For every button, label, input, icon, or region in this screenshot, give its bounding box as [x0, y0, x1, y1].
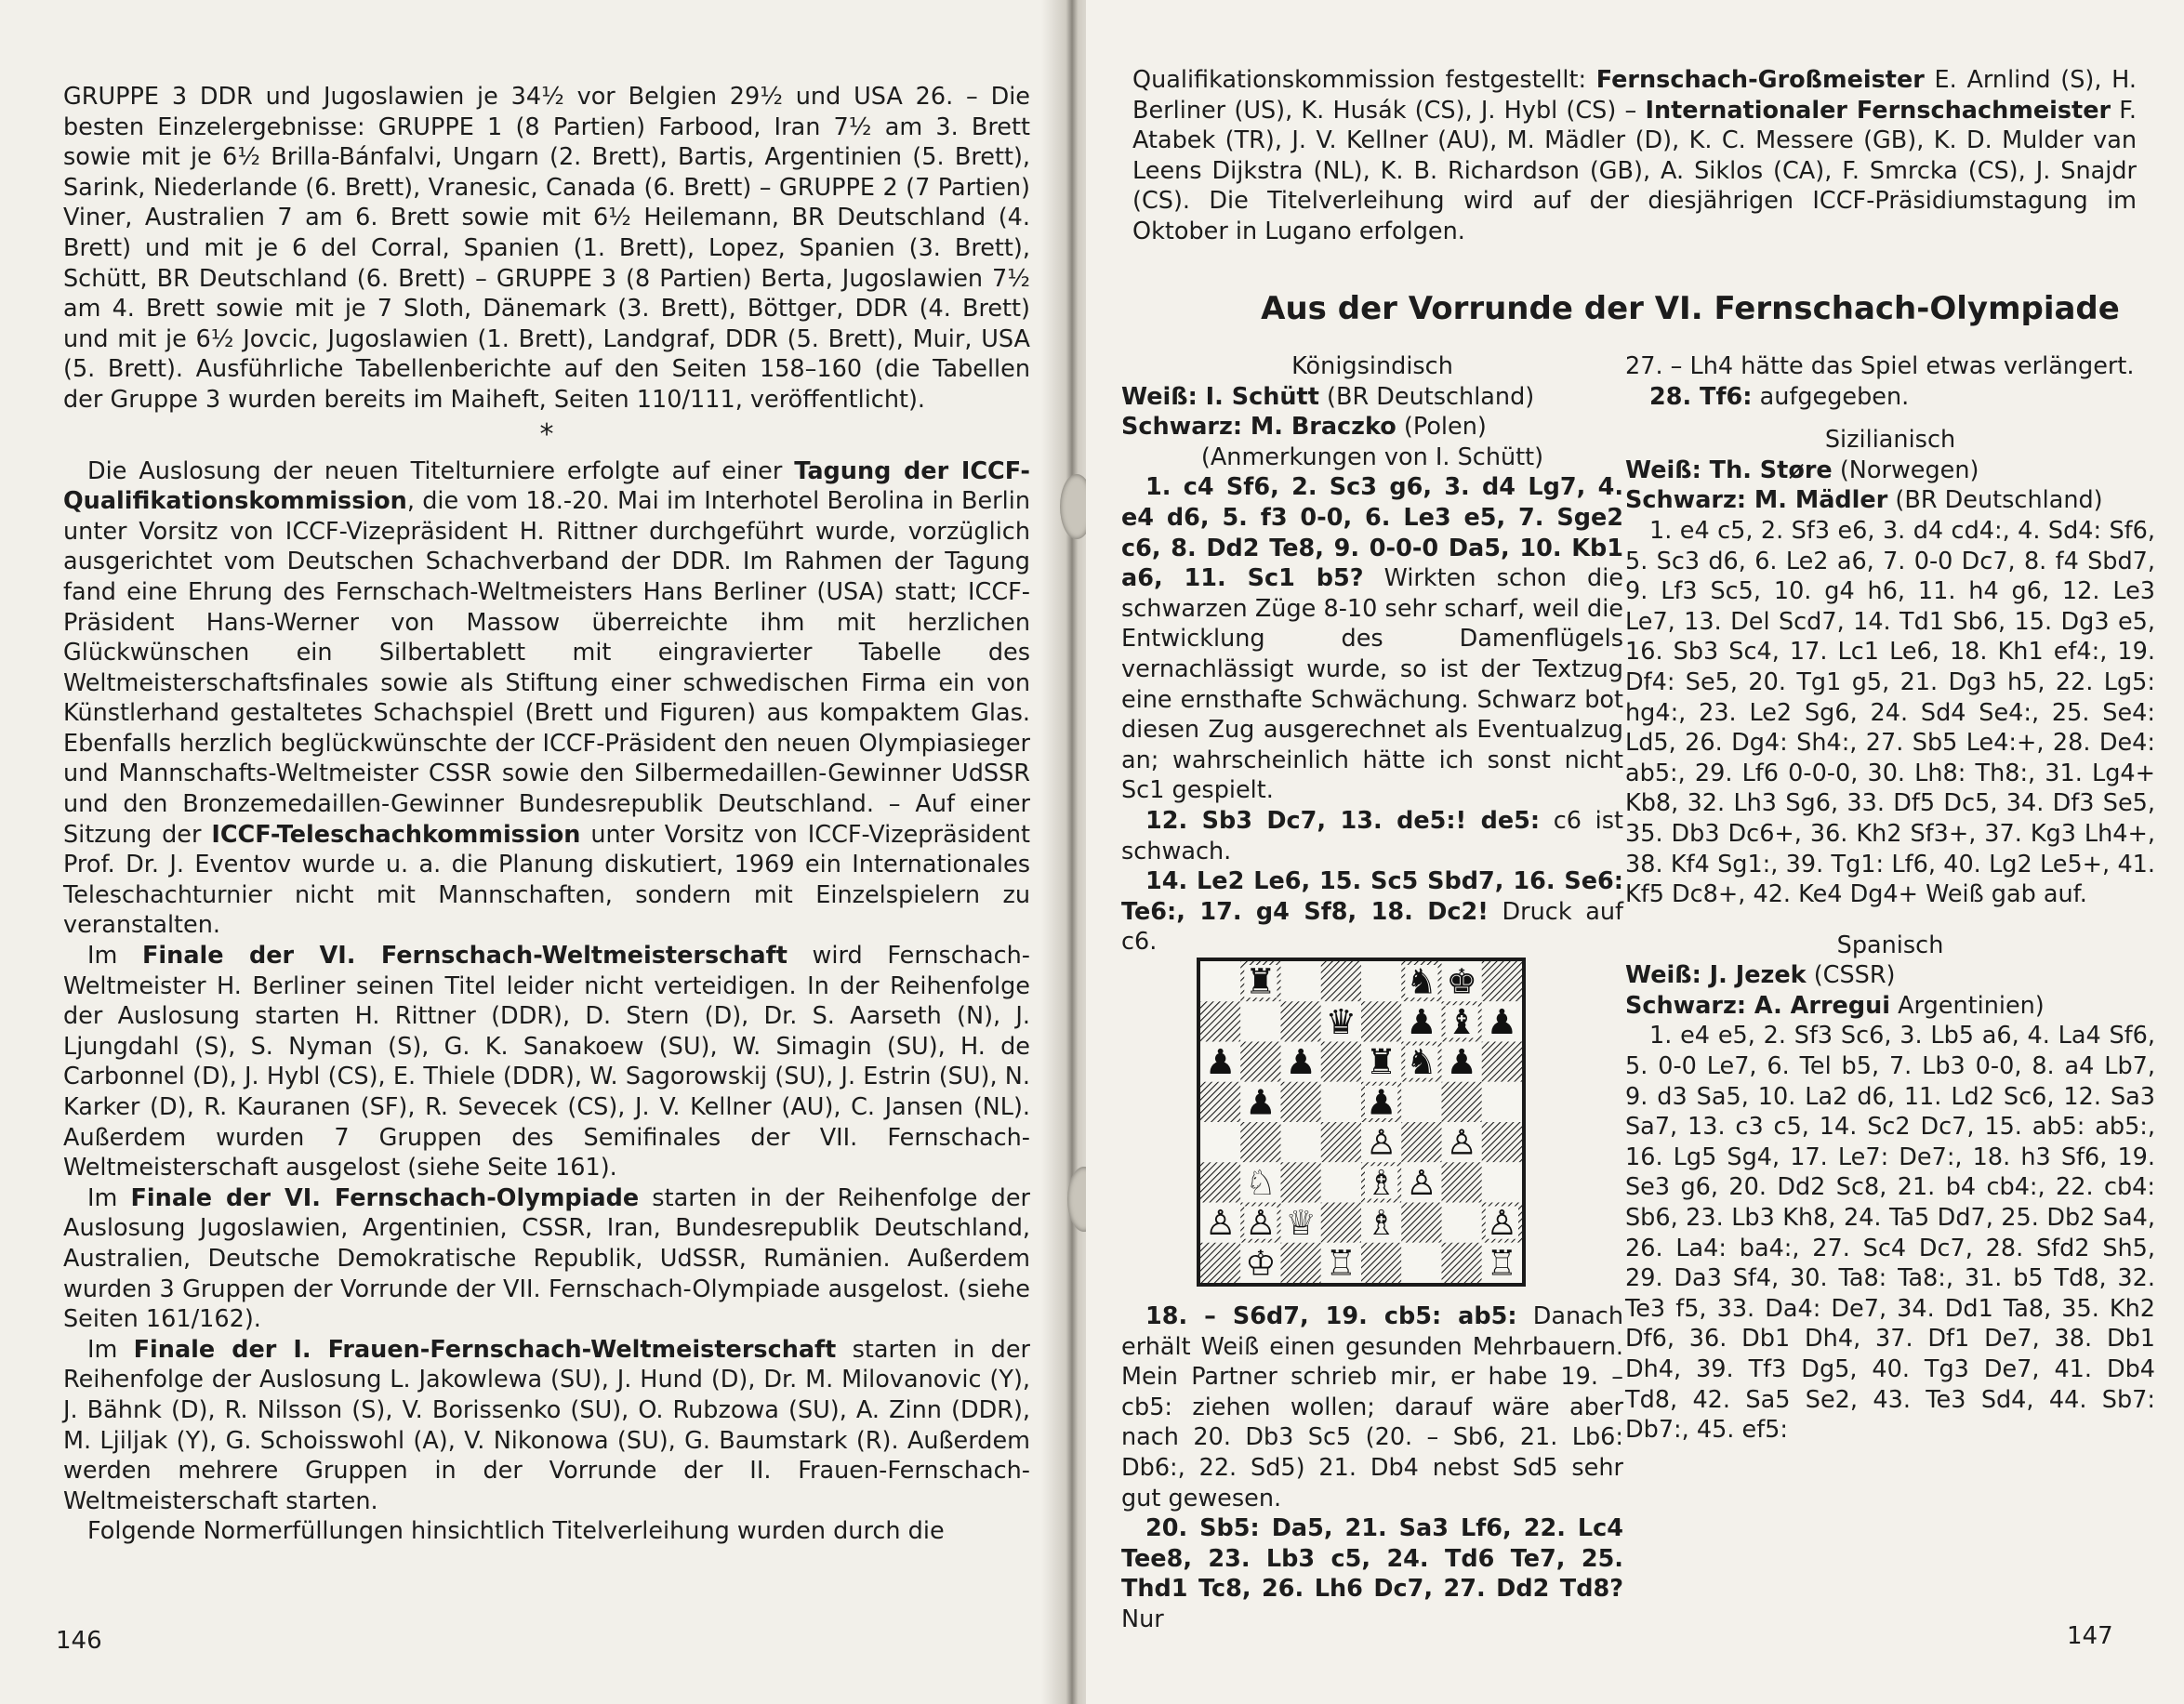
white-pawn-icon: ♙	[1204, 1202, 1237, 1244]
game1-column	[1121, 351, 1623, 958]
game1-annotator: (Anmerkungen von I. Schütt)	[1200, 443, 1544, 471]
black-knight-icon: ♞	[1406, 961, 1437, 1002]
black-pawn-icon: ♟	[1245, 1081, 1277, 1123]
board-square-c7	[1281, 1001, 1321, 1041]
separator-asterisk: *	[539, 417, 554, 451]
page-number-left: 146	[56, 1627, 102, 1655]
white-rook-icon: ♖	[1325, 1242, 1357, 1283]
white-pawn-icon: ♙	[1446, 1121, 1477, 1163]
game2-opening: Sizilianisch	[1824, 426, 1956, 455]
board-square-a1	[1200, 1243, 1240, 1283]
board-square-f2	[1401, 1203, 1441, 1243]
board-square-a7	[1200, 1001, 1240, 1041]
game1-moves-2: 12. Sb3 Dc7, 13. de5:! de5: c6 ist schwach.	[1121, 806, 1623, 865]
board-square-c5	[1281, 1082, 1321, 1122]
board-square-g3	[1442, 1162, 1482, 1202]
world-championship-paragraph: Im Finale der VI. Fernschach-Weltmeisterschaft wird Fernschach-Weltmeister H. Berliner seinen Titel leider nicht verteidigen. In der Reihenfolge der Auslosung starten H. Rittner (DDR), D. Stern (D), Dr. S. Aarseth (N), J. Ljungdahl (S), S. Nyman (S), G. K. Sanakoew (SU), W. Simagin (SU), H. de Carbonnel (D), J. Hybl (CS), E. Thiele (DDR), W. Sagorowskij (SU), J. Estrin (SU), N. Karker (D), R. Kauranen (SF), R. Sevecek (CS), J. V. Kellner (AU), C. Jansen (NL). Außerdem wurden 7 Gruppen des Semifinales der VII. Fernschach-Weltmeisterschaft ausgelost (siehe Seite 161).	[63, 942, 1030, 1182]
board-square-d5	[1321, 1082, 1361, 1122]
board-square-d4	[1321, 1122, 1361, 1162]
board-square-b6	[1240, 1042, 1280, 1082]
game3-white: Weiß: J. Jezek (CSSR)	[1625, 961, 1896, 990]
chess-board-svg	[1200, 961, 1522, 1283]
black-pawn-icon: ♟	[1406, 1000, 1437, 1042]
norms-continuation: Qualifikationskommission festgestellt: Fernschach-Großmeister E. Arnlind (S), H. Berliner (US), K. Husák (CS), J. Hybl (CS) – Internationaler Fernschachmeister F. Atabek (TR), J. V. Kellner (AU), M. Mädler (D), K. C. Messere (GB), K. D. Mulder van Leens Dijkstra (NL), K. B. Richardson (GB), A. Siklos (CA), F. Smrcka (CS), J. Snajdr (CS). Die Titelverleihung wird auf der diesjährigen ICCF-Präsidiumstagung im Oktober in Lugano erfolgen.	[1132, 66, 2137, 245]
board-square-c1	[1281, 1243, 1321, 1283]
black-queen-icon: ♛	[1325, 1000, 1357, 1042]
board-square-f1	[1401, 1243, 1441, 1283]
white-king-icon: ♔	[1245, 1242, 1277, 1283]
games-right-column	[1625, 351, 2155, 1446]
black-rook-icon: ♜	[1365, 1041, 1397, 1083]
olympiad-paragraph: Im Finale der VI. Fernschach-Olympiade starten in der Reihenfolge der Auslosung Jugoslawien, Argentinien, CSSR, Iran, Bundesrepublik Deutschland, Australien, Deutsche Demokratische Republik, UdSSR, Rumänien. Außerdem wurden 3 Gruppen der Vorrunde der VII. Fernschach-Olympiade ausgelost. (siehe Seiten 161/162).	[63, 1183, 1030, 1334]
game1-final: 28. Tf6: aufgegeben.	[1649, 382, 1910, 411]
board-square-e8	[1361, 961, 1401, 1001]
black-knight-icon: ♞	[1406, 1041, 1437, 1083]
board-square-e7	[1361, 1001, 1401, 1041]
board-square-g5	[1442, 1082, 1482, 1122]
white-bishop-icon: ♗	[1365, 1202, 1397, 1244]
black-pawn-icon: ♟	[1446, 1041, 1477, 1083]
game1-moves-3: 14. Le2 Le6, 15. Sc5 Sbd7, 16. Se6: Te6:, 17. g4 Sf8, 18. Dc2! Druck auf c6.	[1121, 867, 1623, 957]
white-knight-icon: ♘	[1245, 1161, 1277, 1203]
board-square-c4	[1281, 1122, 1321, 1162]
game1-column-lower	[1121, 1301, 1623, 1635]
board-square-c3	[1281, 1162, 1321, 1202]
board-square-d8	[1321, 961, 1361, 1001]
game2-black: Schwarz: M. Mädler (BR Deutschland)	[1625, 486, 2103, 515]
white-bishop-icon: ♗	[1365, 1161, 1397, 1203]
game1-continuation: 27. – Lh4 hätte das Spiel etwas verlängert.	[1625, 352, 2135, 380]
black-pawn-icon: ♟	[1365, 1081, 1397, 1123]
board-square-h6	[1482, 1042, 1522, 1082]
white-pawn-icon: ♙	[1406, 1161, 1437, 1203]
page-number-right: 147	[2067, 1622, 2113, 1650]
board-square-a3	[1200, 1162, 1240, 1202]
game1-black: Schwarz: M. Braczko (Polen)	[1121, 413, 1487, 442]
board-square-d6	[1321, 1042, 1361, 1082]
black-pawn-icon: ♟	[1204, 1041, 1237, 1083]
white-pawn-icon: ♙	[1245, 1202, 1277, 1244]
game2-moves: 1. e4 c5, 2. Sf3 e6, 3. d4 cd4:, 4. Sd4: Sf6, 5. Sc3 d6, 6. Le2 a6, 7. 0-0 Dc7, 8. f4 Sbd7, 9. Lf3 Sc5, 10. g4 h6, 11. h4 g6, 12. Le3 Le7, 13. Del Scd7, 14. Td1 Sb6, 15. Dg3 e5, 16. Sb3 Sc4, 17. Lc1 Le6, 18. Kh1 ef4:, 19. Df4: Se5, 20. Tg1 g5, 21. Dg3 h5, 22. Lg5: hg4:, 23. Le2 Sg6, 24. Sd4 Se4:, 25. Se4: Ld5, 26. Dg4: Sh4:, 27. Sb5 Le4:+, 28. De4: ab5:, 29. Lf6 0-0-0, 30. Lh8: Th8:, 31. Lg4+ Kb8, 32. Lh3 Sg6, 33. Df5 Dc5, 34. Df3 Se5, 35. Db3 Dc6+, 36. Kh2 Sf3+, 37. Kg3 Lh4+, 38. Kf4 Sg1:, 39. Tg1: Lf6, 40. Lg2 Le5+, 41. Kf5 Dc8+, 42. Ke4 Dg4+ Weiß gab auf.	[1625, 516, 2155, 909]
black-pawn-icon: ♟	[1486, 1000, 1518, 1042]
game1-moves-1: 1. c4 Sf6, 2. Sc3 g6, 3. d4 Lg7, 4. e4 d6, 5. f3 0-0, 6. Le3 e5, 7. Sge2 c6, 8. Dd2 Te8, 9. 0-0-0 Da5, 10. Kb1 a6, 11. Sc1 b5? Wirkten schon die schwarzen Züge 8-10 sehr scharf, weil die Entwicklung des Damenflügels vernachlässigt wurde, so ist der Textzug eine ernsthafte Schwächung. Schwarz bot diesen Zug ausgerechnet als Eventualzug an; wahrscheinlich hätte ich sonst nicht Sc1 gespielt.	[1121, 473, 1623, 805]
chess-diagram	[1197, 958, 1526, 1287]
black-rook-icon: ♜	[1245, 961, 1277, 1002]
board-square-h5	[1482, 1082, 1522, 1122]
board-square-g2	[1442, 1203, 1482, 1243]
black-bishop-icon: ♝	[1446, 1000, 1477, 1042]
game3-moves: 1. e4 e5, 2. Sf3 Sc6, 3. Lb5 a6, 4. La4 Sf6, 5. 0-0 Le7, 6. Tel b5, 7. Lb3 0-0, 8. a4 Lb7, 9. d3 Sa5, 10. La2 d6, 11. Ld2 Sc6, 12. Sa3 Sa7, 13. c3 c5, 14. Sc2 Dc7, 15. ab5: ab5:, 16. Lg5 Sg4, 17. Le7: De7:, 18. h3 Sf6, 19. Se3 g6, 20. Dd2 Sc8, 21. b4 cb4:, 22. cb4: Sb6, 23. Lb3 Kh8, 24. Ta5 Dd7, 25. Db2 Sa4, 26. La4: ba4:, 27. Sc4 Dc7, 28. Sfd2 Sh5, 29. Da3 Sf4, 30. Ta8: Ta8:, 31. b5 Td8, 32. Te3 f5, 33. Da4: De7, 34. Dd1 Ta8, 35. Kh2 Df6, 36. Db1 Dh4, 37. Df1 De7, 38. Db1 Dh4, 39. Tf3 Dg5, 40. Tg3 De7, 41. Db4 Td8, 42. Sa5 Se2, 43. Te3 Sd4, 44. Sb7: Db7:, 45. ef5:	[1625, 1022, 2155, 1445]
board-square-h8	[1482, 961, 1522, 1001]
norms-paragraph: Folgende Normerfüllungen hinsichtlich Titelverleihung wurden durch die	[87, 1517, 945, 1546]
board-square-d2	[1321, 1203, 1361, 1243]
black-king-icon: ♚	[1446, 961, 1477, 1002]
white-rook-icon: ♖	[1486, 1242, 1518, 1283]
board-square-f4	[1401, 1122, 1441, 1162]
board-square-d3	[1321, 1162, 1361, 1202]
white-queen-icon: ♕	[1285, 1202, 1317, 1244]
board-square-h3	[1482, 1162, 1522, 1202]
board-square-b4	[1240, 1122, 1280, 1162]
game1-opening: Königsindisch	[1291, 352, 1453, 380]
right-page	[1086, 0, 2184, 1704]
draw-paragraph: Die Auslosung der neuen Titelturniere erfolgte auf einer Tagung der ICCF-Qualifikationskommission, die vom 18.-20. Mai im Interhotel Berolina in Berlin unter Vorsitz von ICCF-Vizepräsident H. Rittner durchgeführt wurde, vorzüglich ausgerichtet vom Deutschen Schachverband der DDR. Im Rahmen der Tagung fand eine Ehrung des Fernschach-Weltmeisters Hans Berliner (USA) statt; ICCF-Präsident Hans-Werner von Massow überreichte ihm mit herzlichen Glückwünschen ein Silbertablett mit eingravierter Tabelle des Weltmeisterschaftsfinales sowie als Stiftung einer schwedischen Firma ein von Künstlerhand gestaltetes Schachspiel (Brett und Figuren) aus kompaktem Glas. Ebenfalls herzlich beglückwünschte der ICCF-Präsident den neuen Olympiasieger und Mannschafts-Weltmeister CSSR sowie den Silbermedaillen-Gewinner UdSSR und den Bronzemedaillen-Gewinner Bundesrepublik Deutschland. – Auf einer Sitzung der ICCF-Teleschachkommission unter Vorsitz von ICCF-Vizepräsident Prof. Dr. J. Eventov wurde u. a. die Planung diskutiert, 1969 ein Internationales Teleschachturnier nicht mit Mannschaften, sondern mit Einzelspielern zu veranstalten.	[63, 456, 1030, 940]
white-pawn-icon: ♙	[1486, 1202, 1518, 1244]
board-square-a4	[1200, 1122, 1240, 1162]
results-paragraph: GRUPPE 3 DDR und Jugoslawien je 34½ vor Belgien 29½ und USA 26. – Die besten Einzelergebnisse: GRUPPE 1 (8 Partien) Farbood, Iran 7½ am 3. Brett sowie mit je 6½ Brilla-Bánfalvi, Ungarn (2. Brett), Bartis, Argentinien (5. Brett), Sarink, Niederlande (6. Brett), Vranesic, Canada (6. Brett) – GRUPPE 2 (7 Partien) Viner, Australien 7 am 6. Brett sowie mit 6½ Heilemann, BR Deutschland (4. Brett) und mit je 6 del Corral, Spanien (1. Brett), Lopez, Spanien (3. Brett), Schütt, BR Deutschland (6. Brett) – GRUPPE 3 (8 Partien) Berta, Jugoslawien 7½ am 4. Brett sowie mit je 7 Sloth, Dänemark (3. Brett), Böttger, DDR (4. Brett) und mit je 6½ Jovcic, Jugoslawien (1. Brett), Landgraf, DDR (5. Brett), Muir, USA (5. Brett). Ausführliche Tabellenberichte auf den Seiten 158–160 (die Tabellen der Gruppe 3 wurden bereits im Maiheft, Seiten 110/111, veröffentlicht).	[63, 83, 1030, 414]
game1-moves-4: 18. – S6d7, 19. cb5: ab5: Danach erhält Weiß einen gesunden Mehrbauern. Mein Partner schrieb mir, er habe 19. – cb5: ziehen wollen; darauf wäre aber nach 20. Db3 Sc5 (20. – Sb6, 21. Lb6: Db6:, 22. Sd5) 21. Db4 nebst Sd5 sehr gut gewesen.	[1121, 1302, 1623, 1512]
board-square-h4	[1482, 1122, 1522, 1162]
board-square-a8	[1200, 961, 1240, 1001]
board-square-e1	[1361, 1243, 1401, 1283]
board-square-a5	[1200, 1082, 1240, 1122]
game1-white: Weiß: I. Schütt (BR Deutschland)	[1121, 382, 1535, 411]
board-square-f5	[1401, 1082, 1441, 1122]
game3-black: Schwarz: A. Arregui Argentinien)	[1625, 991, 2045, 1020]
left-text-column	[63, 82, 1030, 1547]
board-square-g1	[1442, 1243, 1482, 1283]
board-square-b7	[1240, 1001, 1280, 1041]
white-pawn-icon: ♙	[1365, 1121, 1397, 1163]
black-pawn-icon: ♟	[1285, 1041, 1317, 1083]
game3-opening: Spanisch	[1836, 931, 1944, 959]
section-heading: Aus der Vorrunde der VI. Fernschach-Olympiade	[1261, 290, 2120, 327]
board-square-c8	[1281, 961, 1321, 1001]
women-championship-paragraph: Im Finale der I. Frauen-Fernschach-Weltmeisterschaft starten in der Reihenfolge der Auslosung L. Jakowlewa (SU), J. Hund (D), Dr. M. Milovanovic (Y), J. Bähnk (D), R. Nilsson (S), V. Borissenko (SU), O. Rubzowa (SU), A. Zinn (DDR), M. Ljiljak (Y), G. Schoisswohl (A), V. Nikonowa (SU), G. Baumstark (R). Außerdem werden mehrere Gruppen in der Vorrunde der II. Frauen-Fernschach-Weltmeisterschaft starten.	[63, 1335, 1030, 1515]
game2-white: Weiß: Th. Støre (Norwegen)	[1625, 456, 1979, 484]
game1-moves-5: 20. Sb5: Da5, 21. Sa3 Lf6, 22. Lc4 Tee8, 23. Lb3 c5, 24. Td6 Te7, 25. Thd1 Tc8, 26. Lh6 Dc7, 27. Dd2 Td8? Nur	[1121, 1514, 1623, 1633]
left-page	[0, 0, 1069, 1704]
